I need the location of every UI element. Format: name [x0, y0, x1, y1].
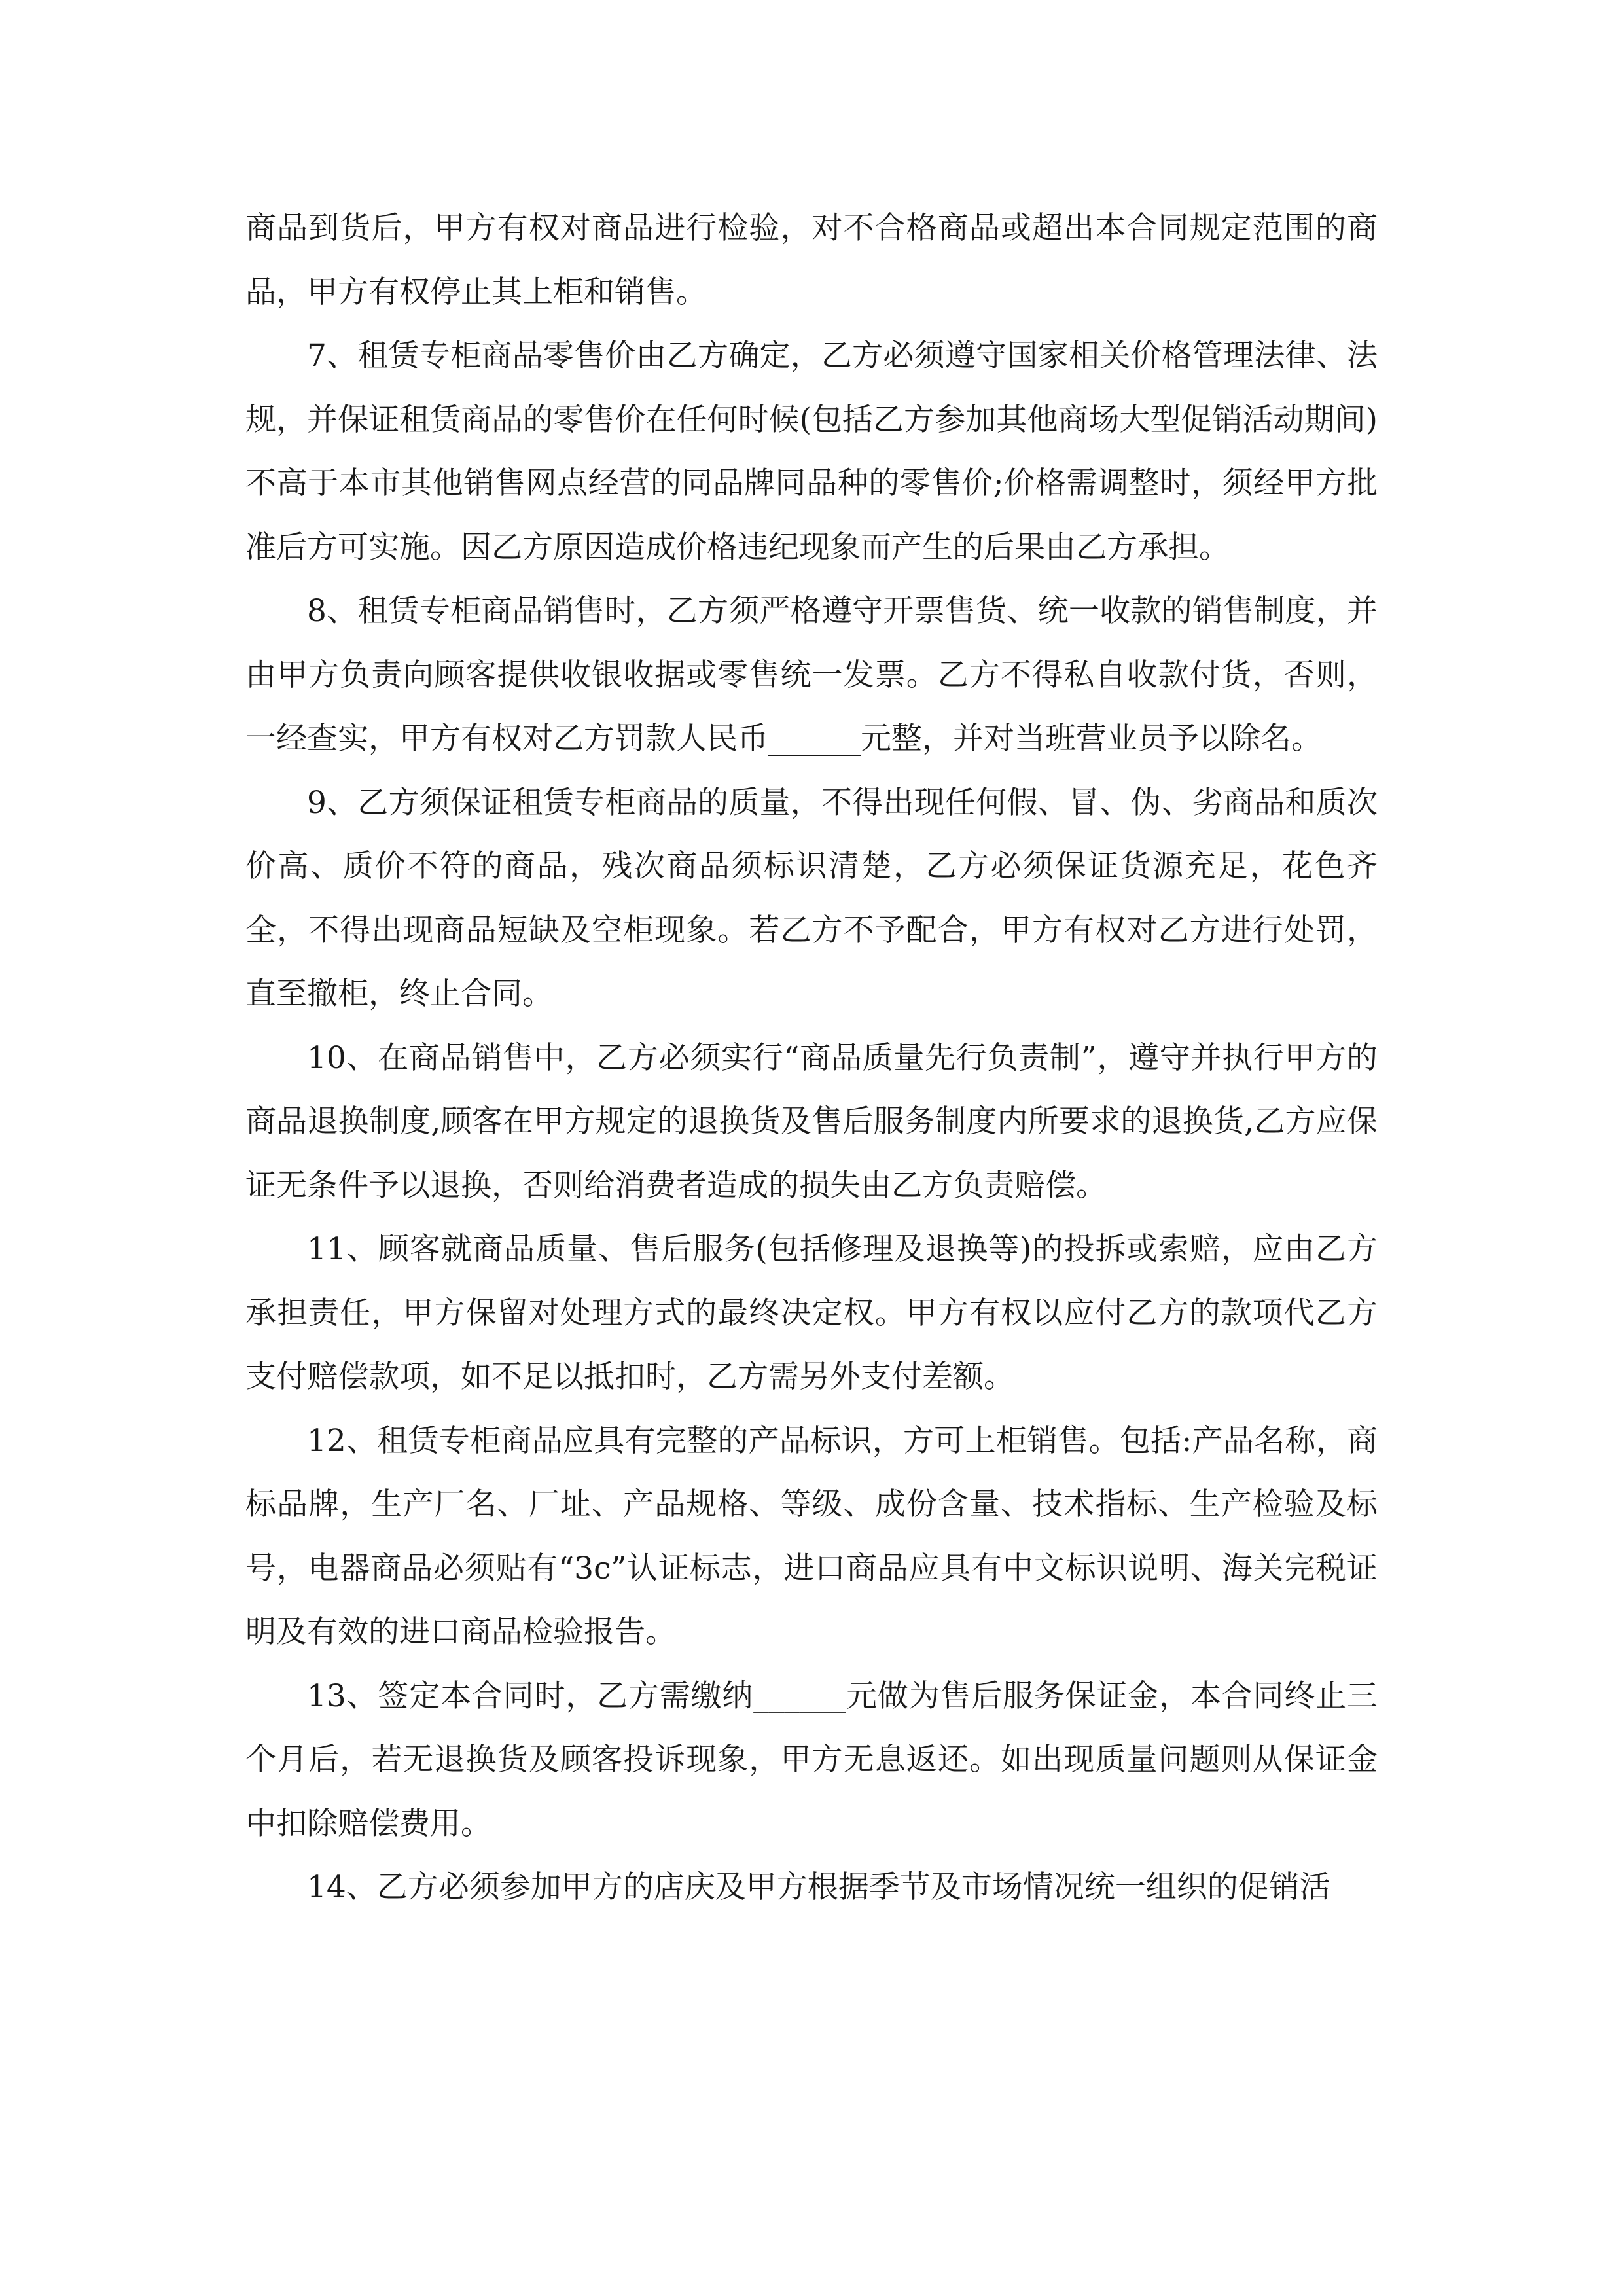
paragraph-clause-14: 14、乙方必须参加甲方的店庆及甲方根据季节及市场情况统一组织的促销活 — [307, 1869, 1330, 1905]
paragraph-clause-12: 12、租赁专柜商品应具有完整的产品标识，方可上柜销售。包括:产品名称，商标品牌，生产厂名、厂址、产品规格、等级、成份含量、技术指标、生产检验及标号，电器商品必须贴有“3c”认证标志，进口商品应具有中文标识说明、海关完税证明及有效的进口商品检验报告。 — [245, 1422, 1378, 1650]
document-body — [245, 196, 1378, 1920]
paragraph-continuation: 商品到货后，甲方有权对商品进行检验，对不合格商品或超出本合同规定范围的商品，甲方有权停止其上柜和销售。 — [245, 210, 1378, 310]
paragraph-clause-8: 8、租赁专柜商品销售时，乙方须严格遵守开票售货、统一收款的销售制度，并由甲方负责向顾客提供收银收据或零售统一发票。乙方不得私自收款付货，否则，一经查实，甲方有权对乙方罚款人民币______元整，并对当班营业员予以除名。 — [245, 593, 1378, 757]
paragraph-clause-10: 10、在商品销售中，乙方必须实行“商品质量先行负责制”，遵守并执行甲方的商品退换制度,顾客在甲方规定的退换货及售后服务制度内所要求的退换货,乙方应保证无条件予以退换，否则给消费者造成的损失由乙方负责赔偿。 — [245, 1039, 1378, 1204]
paragraph-clause-11: 11、顾客就商品质量、售后服务(包括修理及退换等)的投拆或索赔，应由乙方承担责任，甲方保留对处理方式的最终决定权。甲方有权以应付乙方的款项代乙方支付赔偿款项，如不足以抵扣时，乙方需另外支付差额。 — [245, 1231, 1378, 1395]
paragraph-clause-9: 9、乙方须保证租赁专柜商品的质量，不得出现任何假、冒、伪、劣商品和质次价高、质价不符的商品，残次商品须标识清楚，乙方必须保证货源充足，花色齐全，不得出现商品短缺及空柜现象。若乙方不予配合，甲方有权对乙方进行处罚，直至撤柜，终止合同。 — [245, 784, 1378, 1012]
paragraph-clause-13: 13、签定本合同时，乙方需缴纳______元做为售后服务保证金，本合同终止三个月后，若无退换货及顾客投诉现象，甲方无息返还。如出现质量问题则从保证金中扣除赔偿费用。 — [245, 1677, 1378, 1842]
paragraph-clause-7: 7、租赁专柜商品零售价由乙方确定，乙方必须遵守国家相关价格管理法律、法规，并保证租赁商品的零售价在任何时候(包括乙方参加其他商场大型促销活动期间)不高于本市其他销售网点经营的同品牌同品种的零售价;价格需调整时，须经甲方批准后方可实施。因乙方原因造成价格违纪现象而产生的后果由乙方承担。 — [245, 338, 1378, 565]
